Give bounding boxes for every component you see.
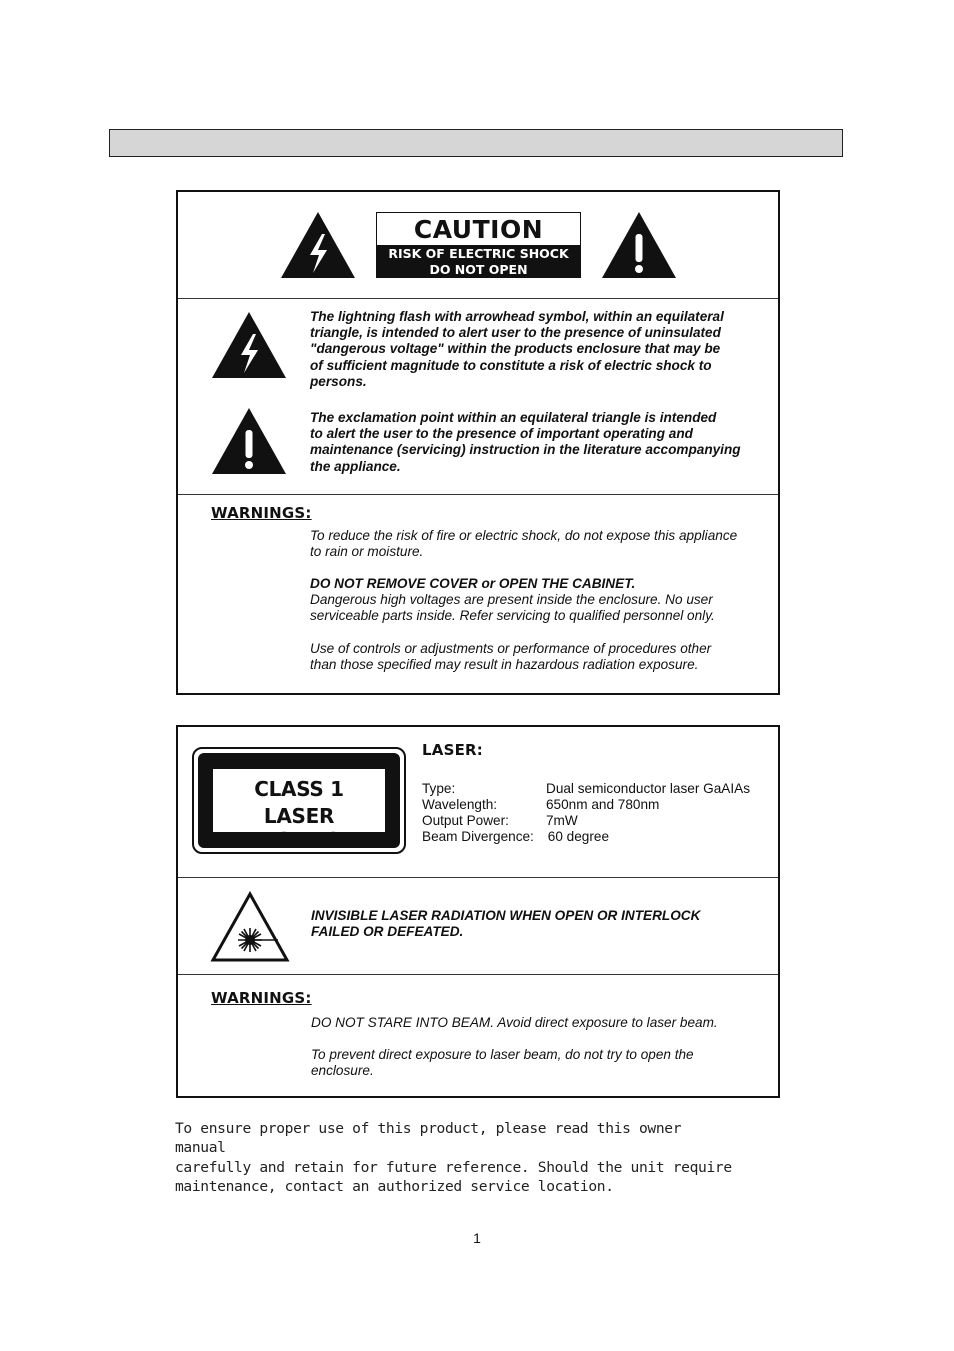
warning-moisture: To reduce the risk of fire or electric shock, do not expose this appliance to rain or moisture. xyxy=(310,528,738,560)
laser-box xyxy=(176,725,780,1098)
caution-box xyxy=(176,190,780,695)
lightning-triangle-icon xyxy=(279,210,357,280)
exclamation-explanation: The exclamation point within an equilateral triangle is intended to alert the user to the presence of important operating and maintenance (servicing) instruction in the literature accompanying the appliance. xyxy=(310,410,741,474)
laser-heading: LASER: xyxy=(422,741,483,759)
warning-controls: Use of controls or adjustments or performance of procedures other than those specified may result in hazardous radiation exposure. xyxy=(310,641,712,673)
spec-value-wavelength: 650nm and 780nm xyxy=(546,797,660,812)
laser-radiation-warning: INVISIBLE LASER RADIATION WHEN OPEN OR INTERLOCK FAILED OR DEFEATED. xyxy=(311,908,701,940)
spec-label-wavelength: Wavelength: xyxy=(422,797,498,812)
laser-radiation-icon xyxy=(210,891,290,963)
laser-class: CLASS 1 xyxy=(254,777,344,801)
exclamation-symbol-icon xyxy=(210,406,288,476)
spec-value-divergence: 60 degree xyxy=(544,829,610,844)
exclamation-triangle-icon xyxy=(600,210,678,280)
warning-open-enclosure: To prevent direct exposure to laser beam, do not try to open the enclosure. xyxy=(311,1047,694,1079)
lightning-explanation: The lightning flash with arrowhead symbol, within an equilateral triangle, is intended to alert user to the presence of uninsulated "dangerous voltage" within the products enclosure that may be of sufficient magnitude to constitute a risk of electric shock to persons. xyxy=(310,309,724,389)
spec-label-power: Output Power: xyxy=(422,813,509,828)
header-bar xyxy=(109,129,843,157)
spec-label-type: Type: xyxy=(422,781,456,796)
divider xyxy=(178,494,778,495)
laser-warnings-heading: WARNINGS: xyxy=(211,989,312,1007)
spec-label-divergence: Beam Divergence: xyxy=(422,829,534,844)
divider xyxy=(178,298,778,299)
laser-product: LASER PRODUCT xyxy=(245,804,353,852)
warnings-heading: WARNINGS: xyxy=(211,504,312,522)
divider xyxy=(178,877,778,878)
divider xyxy=(178,974,778,975)
owner-manual-notice: To ensure proper use of this product, please read this owner manual carefully and retain for future reference. Should the unit require maintenance, contact an authorized service location. xyxy=(175,1120,732,1195)
warning-stare-beam: DO NOT STARE INTO BEAM. Avoid direct exposure to laser beam. xyxy=(311,1015,718,1030)
caution-label xyxy=(376,212,581,278)
spec-value-power: 7mW xyxy=(546,813,578,828)
class1-laser-badge xyxy=(192,747,406,854)
lightning-symbol-icon xyxy=(210,310,288,380)
warning-cover: DO NOT REMOVE COVER or OPEN THE CABINET. Dangerous high voltages are present inside the enclosure. No user serviceable parts inside. Refer servicing to qualified personnel only. xyxy=(310,576,715,624)
caution-title: CAUTION xyxy=(413,215,544,244)
caution-subtitle: RISK OF ELECTRIC SHOCK DO NOT OPEN xyxy=(377,245,580,277)
page-number: 1 xyxy=(473,1230,481,1246)
spec-value-type: Dual semiconductor laser GaAIAs xyxy=(546,781,750,796)
